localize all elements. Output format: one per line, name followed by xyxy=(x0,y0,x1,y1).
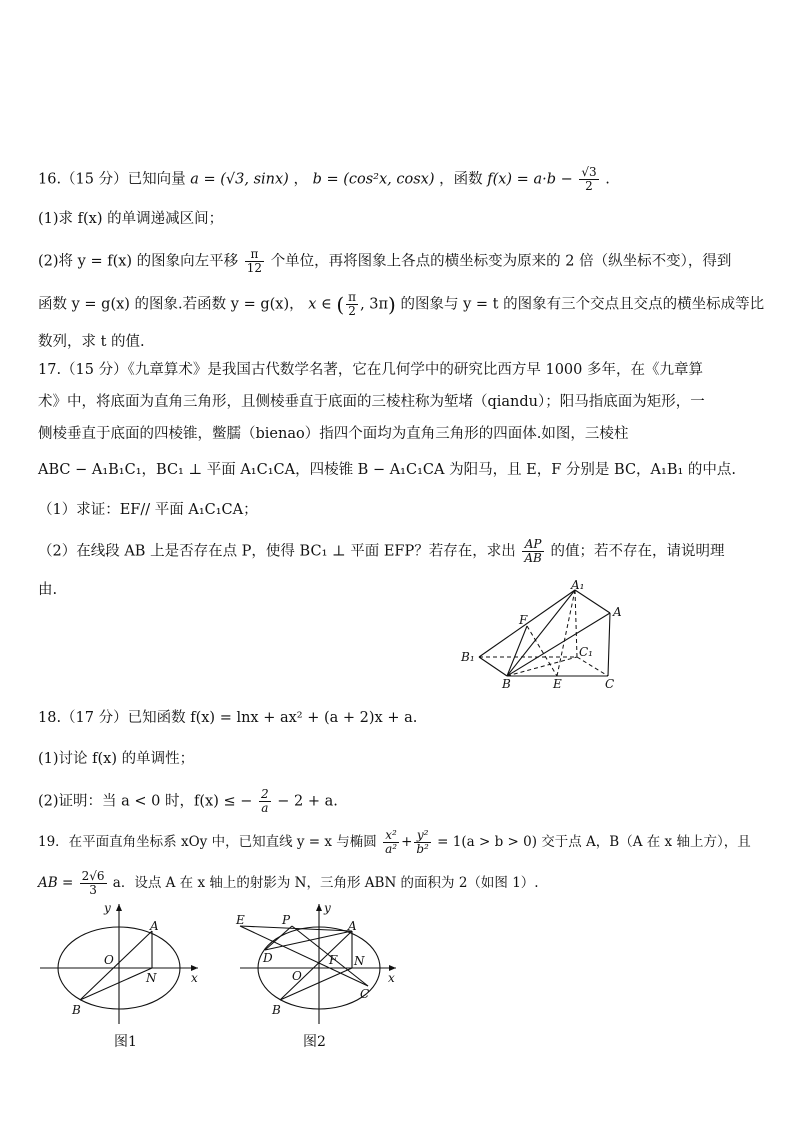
frac-denominator: a xyxy=(261,801,269,815)
q16-func-lead: ，函数 xyxy=(439,171,483,188)
label-A: A xyxy=(348,919,357,933)
edge-a1-a xyxy=(575,590,610,613)
q17-ap-over-ab xyxy=(522,538,543,565)
q17-line3: 侧棱垂直于底面的四棱锥，鳖臑（bienao）指四个面均为直角三角形的四面体.如图，三棱柱 xyxy=(38,426,629,442)
frac-denominator: 2 xyxy=(585,179,593,193)
q17-line2: 术》中，将底面为直角三角形，且侧棱垂直于底面的三棱柱称为堑堵（qiandu）；阳马指底面为矩形，一 xyxy=(38,394,705,410)
q19-plus: + xyxy=(401,834,413,850)
frac-numerator: π xyxy=(348,290,357,304)
segment-e-a1-hidden xyxy=(557,590,575,676)
label-F: F xyxy=(519,613,528,627)
label-B: B xyxy=(72,1003,81,1017)
frac-denominator: 12 xyxy=(246,261,263,275)
label-B: B xyxy=(272,1003,281,1017)
segment-p-d xyxy=(265,926,292,950)
q18-p2-a: (2)证明：当 a < 0 时，f(x) ≤ − xyxy=(38,793,253,810)
label-O: O xyxy=(104,953,114,967)
edge-a-c xyxy=(608,613,610,676)
q16-end: . xyxy=(605,171,610,188)
q18-part1: (1)讨论 f(x) 的单调性； xyxy=(38,751,195,767)
figure-1-caption: 图1 xyxy=(114,1034,137,1050)
label-C: C xyxy=(360,987,370,1001)
edge-c1-c-hidden xyxy=(577,657,608,676)
frac-denominator: b² xyxy=(416,842,429,856)
label-N: N xyxy=(146,971,157,985)
q16-domain-lead: x ∈ xyxy=(308,296,332,313)
label-A1: A₁ xyxy=(571,580,585,592)
q19-l1-a: 19．在平面直角坐标系 xOy 中，已知直线 y = x 与椭圆 xyxy=(38,834,377,850)
q17-line4: ABC − A₁B₁C₁，BC₁ ⊥ 平面 A₁C₁CA，四棱锥 B − A₁C₁CA 为阳马，且 E，F 分别是 BC，A₁B₁ 的中点. xyxy=(38,462,737,478)
q17-p2-a: （2）在线段 AB 上是否存在点 P，使得 BC₁ ⊥ 平面 EFP？若存在，求出 xyxy=(38,543,516,560)
frac-numerator: AP xyxy=(522,538,543,552)
q19-l2-b: a．设点 A 在 x 轴上的射影为 N，三角形 ABN 的面积为 2（如图 1）. xyxy=(112,875,539,891)
segment-b-n xyxy=(280,968,352,1000)
q16-pi-over-2 xyxy=(346,291,358,318)
q19-line2 xyxy=(38,870,539,897)
q16-comma: ， xyxy=(293,171,308,188)
frac-denominator: 2 xyxy=(348,304,356,318)
q18-2-over-a xyxy=(259,788,271,815)
label-A: A xyxy=(150,919,159,933)
edge-a1-c1-hidden xyxy=(575,590,577,657)
edge-b1-b xyxy=(479,657,507,676)
y-axis-arrow xyxy=(316,904,322,911)
q16-sqrt3-over-2 xyxy=(579,166,598,193)
frac-numerator: 2 xyxy=(260,787,269,801)
segment-b-n xyxy=(80,968,152,1000)
q16-p2-d: 的图象与 y = t 的图象有三个交点且交点的横坐标成等比 xyxy=(400,296,765,313)
segment-b-c1-hidden xyxy=(507,657,577,676)
q17-p2-b: 的值；若不存在，请说明理 xyxy=(550,543,725,560)
q19-l2-a: AB = xyxy=(38,875,74,891)
q16-part2-line2 xyxy=(38,291,764,318)
q16-vector-b: b = (cos²x, cosx) xyxy=(312,171,435,188)
q19-y2-over-b2 xyxy=(414,829,431,856)
label-C: C xyxy=(605,677,615,691)
figure-2-caption: 图2 xyxy=(303,1034,326,1050)
q16-pi-over-12 xyxy=(245,248,264,275)
label-E: E xyxy=(553,677,562,691)
q17-part2-line1 xyxy=(38,538,724,565)
label-O: O xyxy=(292,969,302,983)
q16-line1 xyxy=(38,166,610,193)
q19-x2-over-a2 xyxy=(383,829,399,856)
frac-numerator: π xyxy=(245,248,264,262)
q19-l1-b: = 1(a > b > 0) 交于点 A，B（A 在 x 轴上方），且 xyxy=(437,834,751,850)
label-A: A xyxy=(613,605,622,619)
y-axis-arrow xyxy=(116,904,122,911)
q17-prism-figure xyxy=(455,580,635,692)
segment-f-b xyxy=(507,626,527,676)
q16-vector-a: a = (√3, sinx) xyxy=(190,171,289,188)
q16-func-def: f(x) = a·b − xyxy=(487,171,573,188)
line-y-equals-x xyxy=(80,931,152,1000)
q18-head: 18.（17 分）已知函数 f(x) = lnx + ax² + (a + 2)x + a. xyxy=(38,710,418,726)
q19-line1 xyxy=(38,829,751,856)
frac-denominator: a² xyxy=(385,842,398,856)
q16-part2-line1 xyxy=(38,248,731,275)
label-x: x xyxy=(388,971,395,985)
label-C1: C₁ xyxy=(579,645,593,659)
frac-numerator: 2√6 xyxy=(81,869,105,883)
q16-p2-b: 个单位，再将图象上各点的横坐标变为原来的 2 倍（纵坐标不变），得到 xyxy=(270,253,732,270)
q16-p2-c: 函数 y = g(x) 的图象.若函数 y = g(x)， xyxy=(38,296,304,313)
label-P: P xyxy=(282,913,291,927)
q17-part1: （1）求证：EF// 平面 A₁C₁CA； xyxy=(38,502,258,518)
label-x: x xyxy=(191,971,198,985)
frac-denominator: AB xyxy=(524,551,542,565)
q16-domain-close-paren: ) xyxy=(388,292,396,317)
label-E: E xyxy=(236,913,245,927)
frac-numerator: y² xyxy=(414,829,431,843)
label-B: B xyxy=(502,677,511,691)
segment-d-a xyxy=(265,931,352,950)
q16-p2-a: (2)将 y = f(x) 的图象向左平移 xyxy=(38,253,239,270)
q18-part2 xyxy=(38,788,338,815)
frac-denominator: 3 xyxy=(89,883,97,897)
q19-figure-2 xyxy=(228,898,408,1028)
frac-numerator: x² xyxy=(383,829,399,843)
q16-part2-line3: 数列，求 t 的值. xyxy=(38,334,145,350)
q16-domain-open-paren: ( xyxy=(336,292,345,317)
q16-head: 16.（15 分）已知向量 xyxy=(38,171,186,188)
label-D: D xyxy=(263,951,273,965)
q16-domain-end: , 3π xyxy=(360,296,389,313)
label-F: F xyxy=(329,953,338,967)
q18-p2-b: − 2 + a. xyxy=(277,793,338,810)
q19-2sqrt6-over-3 xyxy=(80,870,107,897)
q17-part2-line2: 由. xyxy=(38,582,58,598)
label-y: y xyxy=(104,901,111,915)
q16-part1: (1)求 f(x) 的单调递减区间； xyxy=(38,211,224,227)
label-y: y xyxy=(324,901,331,915)
edge-b-a1 xyxy=(507,590,575,676)
q17-line1: 17.（15 分）《九章算术》是我国古代数学名著，它在几何学中的研究比西方早 1000 多年，在《九章算 xyxy=(38,362,703,378)
label-N: N xyxy=(354,954,365,968)
segment-f-e-hidden xyxy=(527,626,557,676)
q19-figure-1 xyxy=(36,898,206,1028)
label-B1: B₁ xyxy=(461,650,475,664)
frac-numerator: √3 xyxy=(581,165,597,179)
